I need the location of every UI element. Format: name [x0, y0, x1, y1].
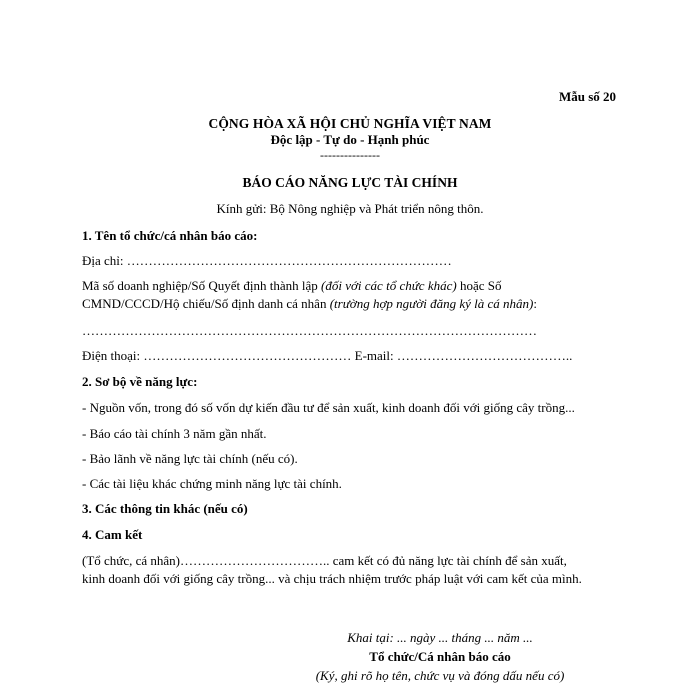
address-line: Địa chỉ: …………………………………………………………………: [82, 253, 452, 268]
form-number: Mẫu số 20: [558, 89, 616, 104]
id-line-1: [82, 278, 501, 294]
phone-email-line: Điện thoại: ………………………………………… E-mail: …………………………………..: [82, 348, 573, 363]
id-line-2: [82, 296, 537, 312]
capacity-item-guarantee: - Bảo lãnh về năng lực tài chính (nếu có).: [82, 451, 298, 466]
id-line-1-tail: hoặc Số: [456, 278, 502, 293]
capacity-item-other-docs: - Các tài liệu khác chứng minh năng lực tài chính.: [82, 476, 342, 491]
commitment-line-1: (Tổ chức, cá nhân)…………………………….. cam kết có đủ năng lực tài chính để sản xuất,: [82, 553, 567, 568]
signature-note: (Ký, ghi rõ họ tên, chức vụ và đóng dấu nếu có): [315, 668, 565, 683]
dotted-fill-line: ……………………………………………………………………………………………: [82, 323, 537, 338]
commitment-line-2: kinh doanh đối với giống cây trồng... và chịu trách nhiệm trước pháp luật với cam kết của mình.: [82, 571, 582, 586]
section3-heading: 3. Các thông tin khác (nếu có): [82, 501, 248, 516]
id-line-2-note: (trường hợp người đăng ký là cá nhân): [329, 296, 534, 311]
signer-title: Tổ chức/Cá nhân báo cáo: [369, 649, 511, 664]
capacity-item-capital: - Nguồn vốn, trong đó số vốn dự kiến đầu tư để sản xuất, kinh doanh đối với giống cây trồng...: [82, 400, 575, 415]
nation-name: CỘNG HÒA XÃ HỘI CHỦ NGHĨA VIỆT NAM: [208, 116, 492, 131]
section2-heading: 2. Sơ bộ về năng lực:: [82, 374, 198, 389]
signature-block: [300, 628, 580, 685]
id-line-2-text: CMND/CCCD/Hộ chiếu/Số định danh cá nhân: [82, 296, 330, 311]
id-line-1-text: Mã số doanh nghiệp/Số Quyết định thành lập: [82, 278, 322, 293]
header-separator: ---------------: [320, 148, 380, 162]
id-line-1-note: (đối với các tổ chức khác): [321, 278, 457, 293]
place-date-line: Khai tại: ... ngày ... tháng ... năm ...: [347, 630, 533, 645]
capacity-item-financial-report: - Báo cáo tài chính 3 năm gần nhất.: [82, 426, 267, 441]
section4-heading: 4. Cam kết: [82, 527, 143, 542]
recipient-line: Kính gửi: Bộ Nông nghiệp và Phát triển nông thôn.: [216, 201, 484, 216]
section1-heading: 1. Tên tổ chức/cá nhân báo cáo:: [82, 228, 258, 243]
national-motto: Độc lập - Tự do - Hạnh phúc: [270, 132, 430, 147]
national-header: [0, 116, 700, 162]
report-title: BÁO CÁO NĂNG LỰC TÀI CHÍNH: [242, 175, 458, 190]
id-line-2-tail: :: [533, 296, 537, 311]
